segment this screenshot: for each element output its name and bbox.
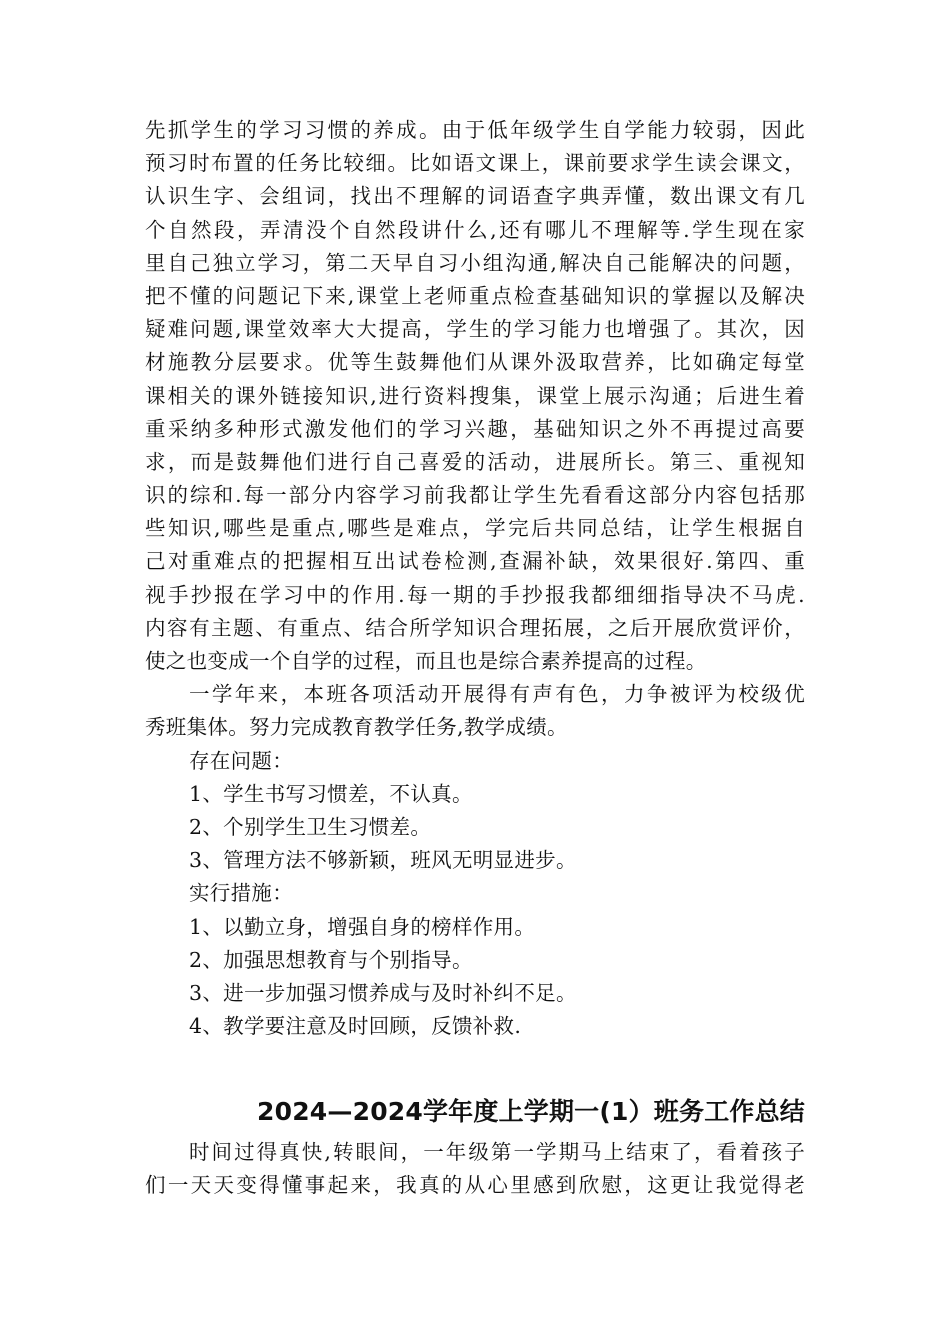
paragraph-line: 疑难问题,课堂效率大大提高，学生的学习能力也增强了。其次，因 <box>145 317 805 342</box>
section-line: 时间过得真快,转眼间，一年级第一学期马上结束了，看着孩子 <box>189 1140 805 1164</box>
problems-heading: 存在问题： <box>189 748 293 773</box>
problem-item: 3、管理方法不够新颖，班风无明显进步。 <box>189 848 577 873</box>
paragraph-line: 先抓学生的学习习惯的养成。由于低年级学生自学能力较弱，因此 <box>145 118 805 142</box>
paragraph-line: 课相关的课外链接知识,进行资料搜集，课堂上展示沟通；后进生着 <box>145 383 805 408</box>
measures-heading: 实行措施： <box>189 881 293 906</box>
paragraph-line: 己对重难点的把握相互出试卷检测,查漏补缺，效果很好.第四、重 <box>145 549 805 574</box>
paragraph-line: 把不懂的问题记下来,课堂上老师重点检查基础知识的掌握以及解决 <box>145 283 805 308</box>
paragraph-line: 重采纳多种形式激发他们的学习兴趣，基础知识之外不再提过高要 <box>145 416 805 441</box>
paragraph-line: 求，而是鼓舞他们进行自己喜爱的活动，进展所长。第三、重视知 <box>145 449 805 474</box>
problem-item: 2、个别学生卫生习惯差。 <box>189 814 432 839</box>
measure-item: 2、加强思想教育与个别指导。 <box>189 947 473 972</box>
paragraph-line: 预习时布置的任务比较细。比如语文课上，课前要求学生读会课文， <box>145 151 805 176</box>
summary-line: 秀班集体。努力完成教育教学任务,教学成绩。 <box>145 715 568 740</box>
paragraph-line: 使之也变成一个自学的过程，而且也是综合素养提高的过程。 <box>145 649 707 673</box>
paragraph-line: 些知识,哪些是重点,哪些是难点，学完后共同总结，让学生根据自 <box>145 516 805 541</box>
body-text <box>145 114 805 1043</box>
summary-line: 一学年来，本班各项活动开展得有声有色，力争被评为校级优 <box>189 682 805 707</box>
paragraph-line: 材施教分层要求。优等生鼓舞他们从课外汲取营养，比如确定每堂 <box>145 350 805 375</box>
paragraph-line: 内容有主题、有重点、结合所学知识合理拓展，之后开展欣赏评价， <box>145 615 805 640</box>
section-body <box>145 1136 805 1202</box>
paragraph-line: 个自然段，弄清没个自然段讲什么,还有哪儿不理解等.学生现在家 <box>145 217 805 242</box>
section-line: 们一天天变得懂事起来，我真的从心里感到欣慰，这更让我觉得老 <box>145 1173 805 1198</box>
measure-item: 3、进一步加强习惯养成与及时补纠不足。 <box>189 980 577 1005</box>
paragraph-line: 里自己独立学习，第二天早自习小组沟通,解决自己能解决的问题， <box>145 250 805 275</box>
paragraph-line: 视手抄报在学习中的作用.每一期的手抄报我都细细指导决不马虎. <box>145 582 805 607</box>
measure-item: 1、以勤立身，增强自身的榜样作用。 <box>189 914 536 939</box>
paragraph-line: 识的综和.每一部分内容学习前我都让学生先看看这部分内容包括那 <box>145 483 805 508</box>
section-title: 2024—2024学年度上学期一(1）班务工作总结 <box>257 1097 805 1126</box>
problem-item: 1、学生书写习惯差，不认真。 <box>189 781 473 806</box>
paragraph-line: 认识生字、会组词，找出不理解的词语查字典弄懂，数出课文有几 <box>145 184 805 209</box>
measure-item: 4、教学要注意及时回顾，反馈补救. <box>189 1014 522 1039</box>
